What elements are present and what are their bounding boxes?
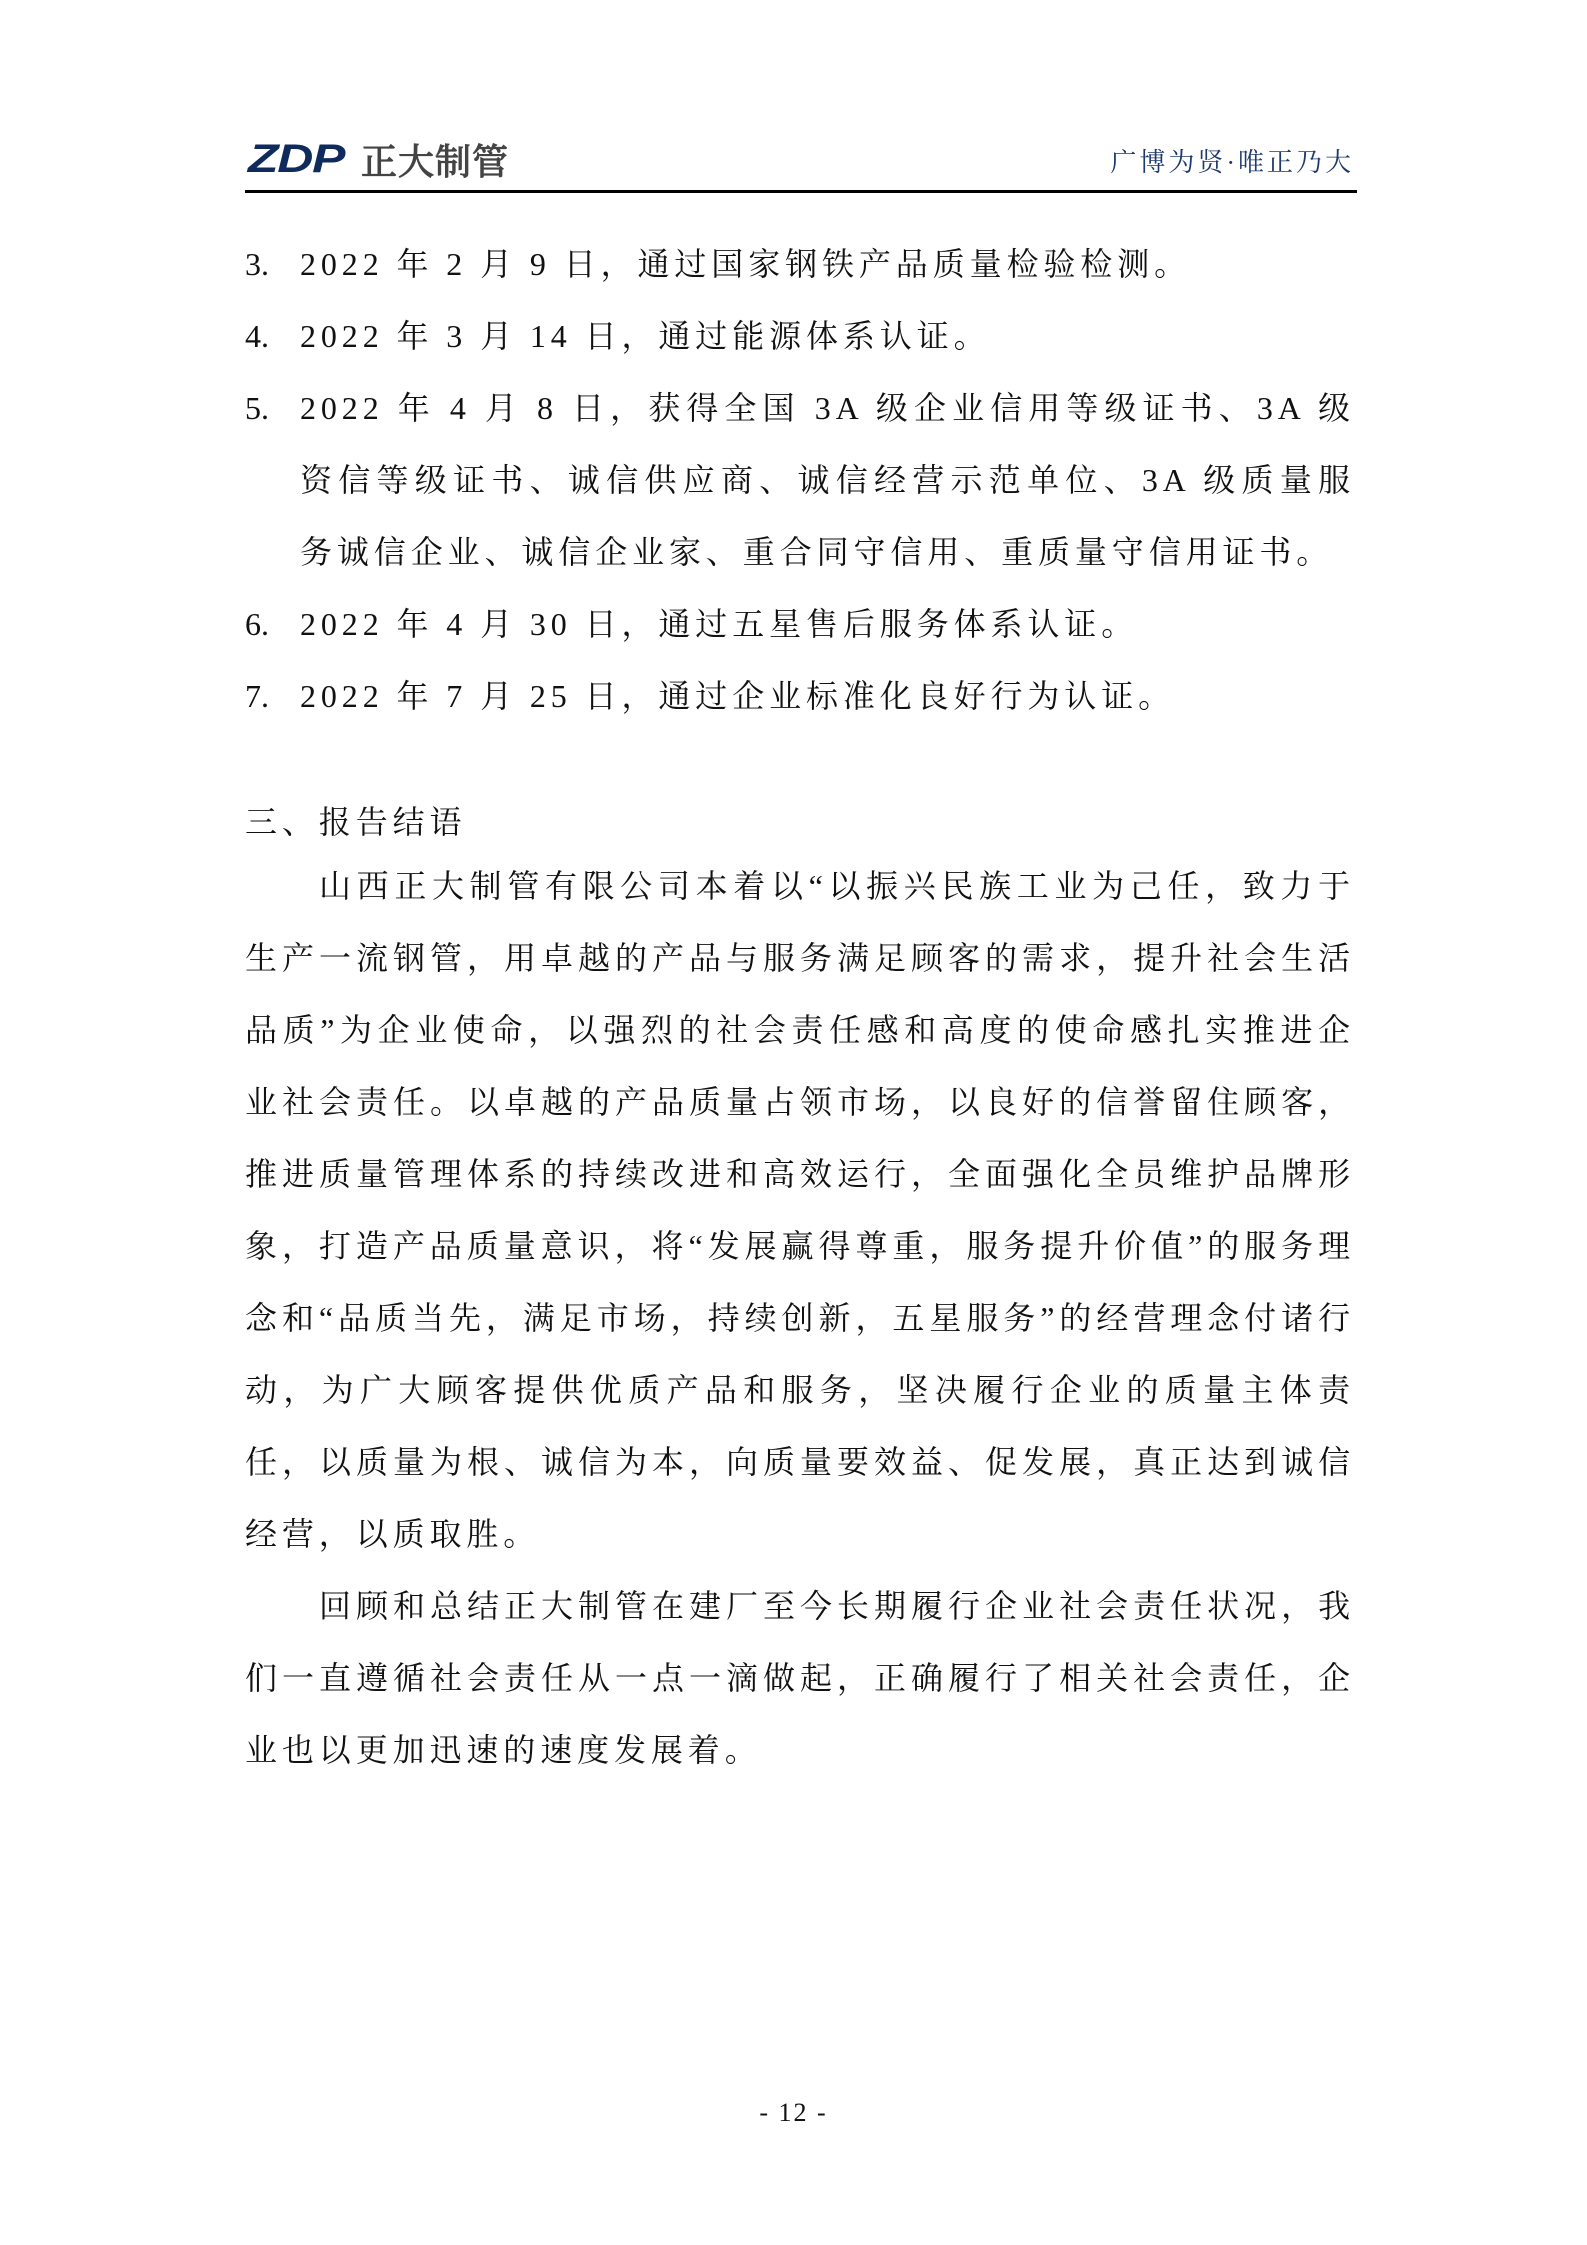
list-number: 5. xyxy=(245,390,269,426)
list-item xyxy=(245,228,1355,300)
page-content xyxy=(245,228,1355,1786)
logo-mark: ZDP xyxy=(248,137,345,181)
list-text: 2022 年 4 月 30 日，通过五星售后服务体系认证。 xyxy=(300,606,1139,642)
list-item xyxy=(245,660,1355,732)
page-number: - 12 - xyxy=(759,2098,828,2127)
list-number: 7. xyxy=(245,678,269,714)
logo-text: 正大制管 xyxy=(361,141,510,182)
list-item xyxy=(245,588,1355,660)
list-number: 4. xyxy=(245,318,269,354)
list-number: 6. xyxy=(245,606,269,642)
list-number: 3. xyxy=(245,246,269,282)
company-logo xyxy=(248,134,509,185)
paragraph: 回顾和总结正大制管在建厂至今长期履行企业社会责任状况，我们一直遵循社会责任从一点一滴做起，正确履行了相关社会责任，企业也以更加迅速的速度发展着。 xyxy=(245,1588,1355,1768)
paragraph: 山西正大制管有限公司本着以“以振兴民族工业为己任，致力于生产一流钢管，用卓越的产品与服务满足顾客的需求，提升社会生活品质”为企业使命，以强烈的社会责任感和高度的使命感扎实推进企业社会责任。以卓越的产品质量占领市场，以良好的信誉留住顾客，推进质量管理体系的持续改进和高效运行，全面强化全员维护品牌形象，打造产品质量意识，将“发展赢得尊重，服务提升价值”的服务理念和“品质当先，满足市场，持续创新，五星服务”的经营理念付诸行动，为广大顾客提供优质产品和服务，坚决履行企业的质量主体责任，以质量为根、诚信为本，向质量要效益、促发展，真正达到诚信经营，以质取胜。 xyxy=(245,868,1355,1552)
list-item xyxy=(245,300,1355,372)
header-slogan: 广博为贤·唯正乃大 xyxy=(1110,148,1354,177)
list-text: 2022 年 4 月 8 日，获得全国 3A 级企业信用等级证书、3A 级资信等级证书、诚信供应商、诚信经营示范单位、3A 级质量服务诚信企业、诚信企业家、重合同守信用、重质量守信用证书。 xyxy=(300,390,1355,570)
list-text: 2022 年 2 月 9 日，通过国家钢铁产品质量检验检测。 xyxy=(300,246,1192,282)
list-text: 2022 年 7 月 25 日，通过企业标准化良好行为认证。 xyxy=(300,678,1176,714)
list-text: 2022 年 3 月 14 日，通过能源体系认证。 xyxy=(300,318,991,354)
section-heading: 三、报告结语 xyxy=(245,804,467,840)
header-divider xyxy=(245,190,1357,193)
list-item xyxy=(245,372,1355,588)
